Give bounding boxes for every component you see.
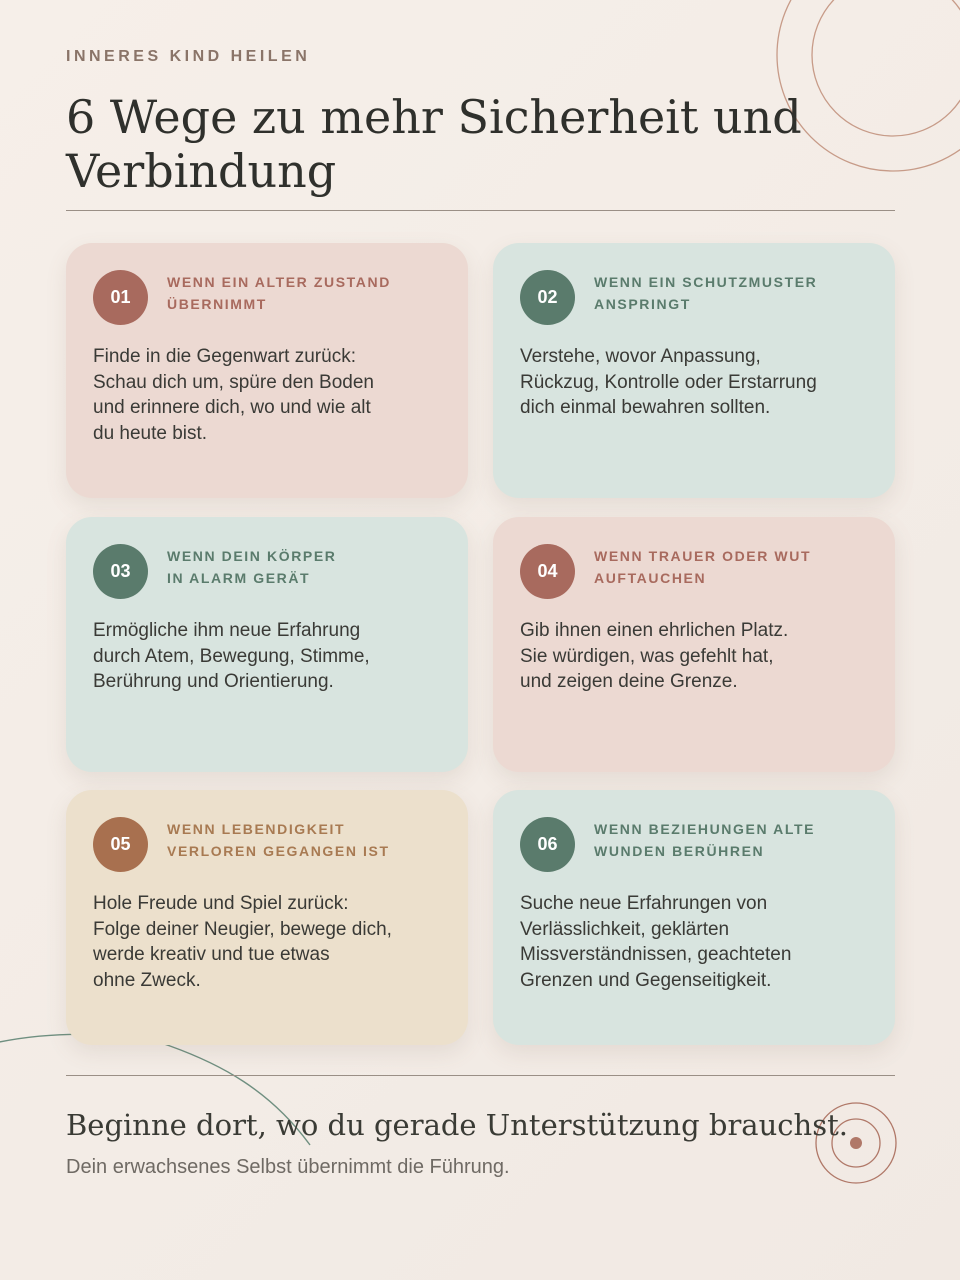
card-number-badge: 05 — [93, 817, 148, 872]
card-05 — [66, 790, 468, 1045]
footer-title: Beginne dort, wo du gerade Unterstützung brauchst. — [66, 1108, 848, 1142]
card-02 — [493, 243, 895, 498]
card-body: Finde in die Gegenwart zurück: Schau dich um, spüre den Boden und erinnere dich, wo und wie alt du heute bist. — [93, 346, 374, 445]
card-number-badge: 03 — [93, 544, 148, 599]
card-body: Gib ihnen einen ehrlichen Platz. Sie würdigen, was gefehlt hat, und zeigen deine Grenze. — [520, 620, 789, 693]
card-heading: WENN DEIN KÖRPER IN ALARM GERÄT — [167, 548, 337, 586]
page-title: 6 Wege zu mehr Sicherheit und Verbindung — [66, 90, 802, 198]
card-number-badge: 02 — [520, 270, 575, 325]
card-body: Suche neue Erfahrungen von Verlässlichkeit, geklärten Missverständnissen, geachteten Grenzen und Gegenseitigkeit. — [520, 893, 792, 992]
card-heading: WENN BEZIEHUNGEN ALTE WUNDEN BERÜHREN — [594, 821, 816, 859]
card-03 — [66, 517, 468, 772]
card-heading: WENN EIN ALTER ZUSTAND ÜBERNIMMT — [167, 274, 391, 312]
top-divider — [66, 210, 895, 211]
card-heading: WENN TRAUER ODER WUT AUFTAUCHEN — [594, 548, 812, 586]
card-body: Verstehe, wovor Anpassung, Rückzug, Kontrolle oder Erstarrung dich einmal bewahren sollten. — [520, 346, 817, 419]
card-01 — [66, 243, 468, 498]
card-body: Hole Freude und Spiel zurück: Folge deiner Neugier, bewege dich, werde kreativ und tue etwas ohne Zweck. — [93, 893, 392, 992]
card-number-badge: 06 — [520, 817, 575, 872]
card-number-badge: 04 — [520, 544, 575, 599]
card-body: Ermögliche ihm neue Erfahrung durch Atem, Bewegung, Stimme, Berührung und Orientierung. — [93, 620, 370, 693]
eyebrow-label: INNERES KIND HEILEN — [66, 48, 311, 65]
bottom-divider — [66, 1075, 895, 1076]
card-heading: WENN EIN SCHUTZMUSTER ANSPRINGT — [594, 274, 818, 312]
top-inner-circle-decoration — [812, 0, 960, 136]
card-heading: WENN LEBENDIGKEIT VERLOREN GEGANGEN IST — [167, 821, 390, 859]
card-number-badge: 01 — [93, 270, 148, 325]
card-06 — [493, 790, 895, 1045]
card-04 — [493, 517, 895, 772]
footer-subtitle: Dein erwachsenes Selbst übernimmt die Führung. — [66, 1156, 510, 1178]
